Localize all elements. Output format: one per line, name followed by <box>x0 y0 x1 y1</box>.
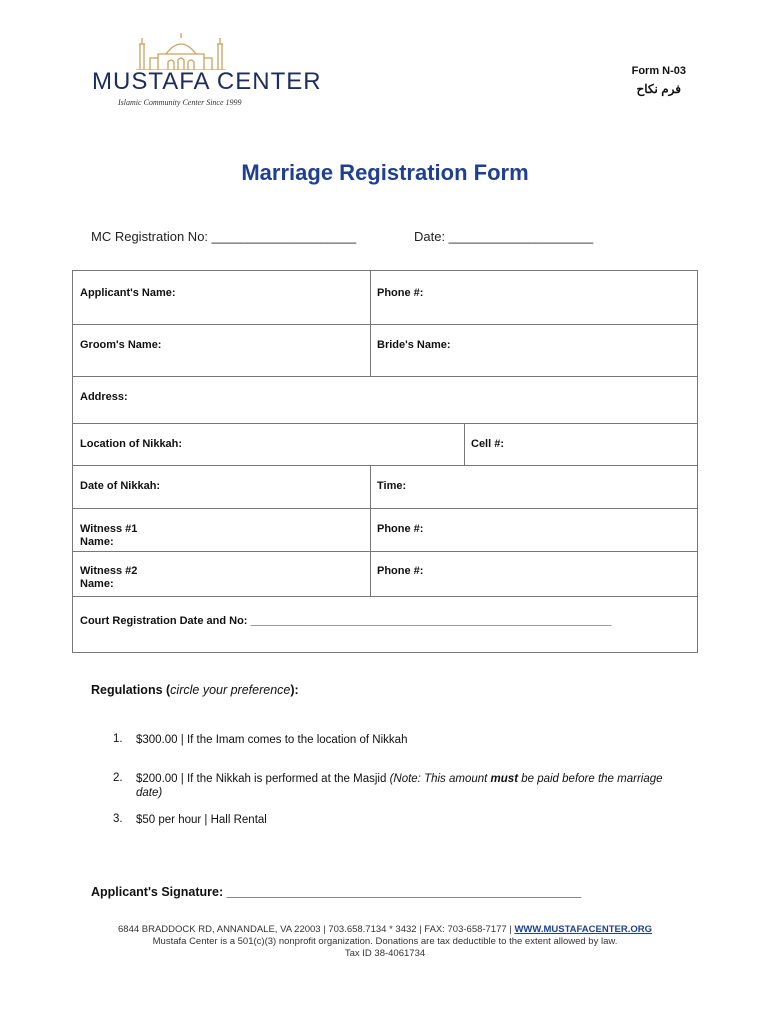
applicant-signature-field[interactable]: Applicant's Signature: ___________________________________________________ <box>91 885 582 899</box>
regulation-option-1[interactable]: $300.00 | If the Imam comes to the location of Nikkah <box>136 734 408 746</box>
logo-name: MUSTAFA CENTER <box>92 68 322 95</box>
date-field[interactable]: Date: ____________________ <box>414 229 594 244</box>
registration-no-field[interactable]: MC Registration No: ____________________ <box>91 229 357 244</box>
witness2-phone-field[interactable]: Phone #: <box>377 565 424 577</box>
regulations-heading-italic: circle your preference <box>170 683 291 697</box>
date-of-nikkah-field[interactable]: Date of Nikkah: <box>80 480 161 492</box>
witness2-name-label: Name: <box>80 578 114 590</box>
website-link[interactable]: WWW.MUSTAFACENTER.ORG <box>514 924 652 935</box>
form-number-arabic: فرم نکاح <box>636 82 681 96</box>
regulation-2-number: 2. <box>113 772 123 784</box>
witness2-name-field[interactable] <box>80 565 137 591</box>
footer-address-line <box>0 924 770 936</box>
location-field[interactable]: Location of Nikkah: <box>80 438 183 450</box>
regulations-heading-suffix: ): <box>290 683 299 697</box>
groom-name-field[interactable]: Groom's Name: <box>80 339 162 351</box>
regulation-2-note-bold: must <box>490 773 519 785</box>
footer-nonprofit: Mustafa Center is a 501(c)(3) nonprofit organization. Donations are tax deductible to the extent allowed by law. <box>152 936 618 947</box>
witness1-phone-field[interactable]: Phone #: <box>377 523 424 535</box>
regulation-option-2[interactable] <box>136 772 676 800</box>
witness2-label: Witness #2 <box>80 565 138 577</box>
regulation-2-note-a: (Note: This amount <box>389 773 491 785</box>
witness1-name-label: Name: <box>80 536 114 548</box>
registration-table <box>72 270 698 653</box>
regulation-2-note-b: be paid before the marriage date) <box>136 773 663 799</box>
regulation-option-3[interactable]: $50 per hour | Hall Rental <box>136 814 267 826</box>
footer-address: 6844 BRADDOCK RD, ANNANDALE, VA 22003 | 703.658.7134 * 3432 | FAX: 703-658-7177 | <box>118 924 515 935</box>
regulation-3-number: 3. <box>113 813 123 825</box>
regulations-heading-prefix: Regulations ( <box>91 683 171 697</box>
page-title: Marriage Registration Form <box>241 160 529 185</box>
regulation-1-number: 1. <box>113 733 123 745</box>
address-field[interactable]: Address: <box>80 391 128 403</box>
mosque-icon <box>136 30 226 70</box>
witness1-label: Witness #1 <box>80 523 138 535</box>
cell-field[interactable]: Cell #: <box>471 438 505 450</box>
time-field[interactable]: Time: <box>377 480 407 492</box>
applicant-name-field[interactable]: Applicant's Name: <box>80 287 176 299</box>
applicant-phone-field[interactable]: Phone #: <box>377 287 424 299</box>
form-number: Form N-03 <box>631 65 686 77</box>
logo-tagline: Islamic Community Center Since 1999 <box>118 98 242 107</box>
mustafa-center-logo <box>92 30 322 112</box>
regulation-2-text: $200.00 | If the Nikkah is performed at the Masjid <box>136 773 390 785</box>
footer-tax-id: Tax ID 38-4061734 <box>344 948 426 959</box>
court-registration-field[interactable]: Court Registration Date and No: ___________________________________________________________ <box>80 615 612 627</box>
bride-name-field[interactable]: Bride's Name: <box>377 339 451 351</box>
witness1-name-field[interactable] <box>80 523 137 549</box>
regulations-heading <box>91 683 299 697</box>
